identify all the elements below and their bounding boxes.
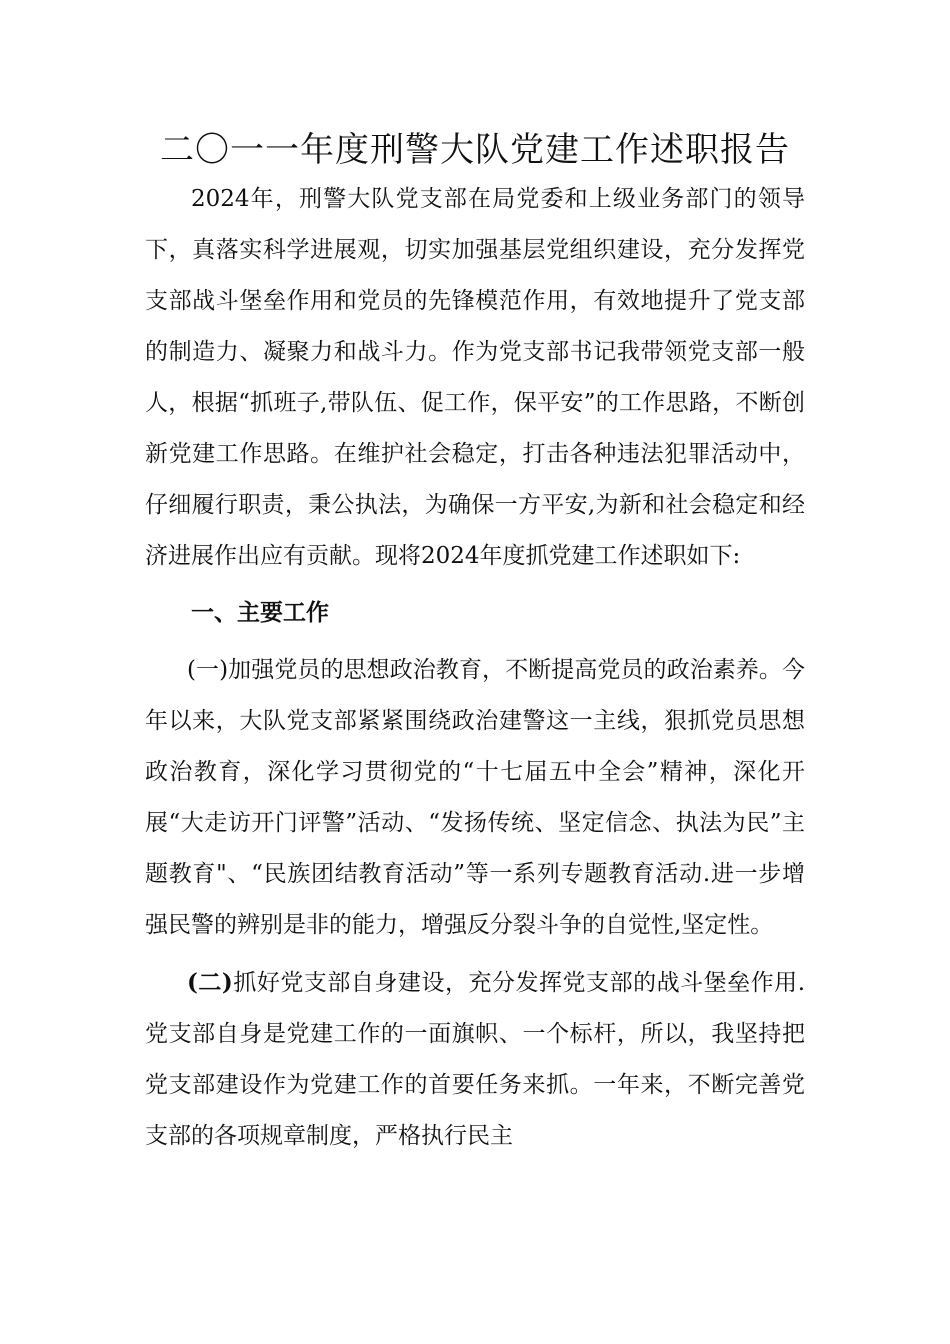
document-body	[145, 174, 805, 1162]
intro-paragraph: 2024年，刑警大队党支部在局党委和上级业务部门的领导下，真落实科学进展观，切实加强基层党组织建设，充分发挥党支部战斗堡垒作用和党员的先锋模范作用，有效地提升了党支部的制造力、凝聚力和战斗力。作为党支部书记我带领党支部一般人，根据“抓班子,带队伍、促工作，保平安”的工作思路，不断创新党建工作思路。在维护社会稳定，打击各种违法犯罪活动中，仔细履行职责，秉公执法，为确保一方平安,为新和社会稳定和经济进展作出应有贡献。现将2024年度抓党建工作述职如下:	[145, 186, 805, 569]
section-heading-main-work: 一、主要工作	[191, 600, 329, 626]
document-title: 二〇一一年度刑警大队党建工作述职报告	[160, 130, 790, 170]
item-two-paragraph	[145, 957, 805, 1162]
item-one-text: 加强党员的思想政治教育，不断提高党员的政治素养。今年以来，大队党支部紧紧围绕政治建警这一主线，狠抓党员思想政治教育，深化学习贯彻党的“十七届五中全会”精神，深化开展“大走访开门评警”活动、“发扬传统、坚定信念、执法为民”主题教育"、“民族团结教育活动”等一系列专题教育活动.进一步增强民警的辨别是非的能力，增强反分裂斗争的自觉性,坚定性。	[145, 657, 806, 938]
item-two-lead: (二)	[187, 969, 233, 996]
item-two-text: 抓好党支部自身建设，充分发挥党支部的战斗堡垒作用.党支部自身是党建工作的一面旗帜、一个标杆，所以，我坚持把党支部建设作为党建工作的首要任务来抓。一年来，不断完善党支部的各项规章制度，严格执行民主	[145, 970, 805, 1149]
item-one-lead: (一)	[187, 657, 229, 683]
item-one-paragraph	[145, 645, 805, 951]
